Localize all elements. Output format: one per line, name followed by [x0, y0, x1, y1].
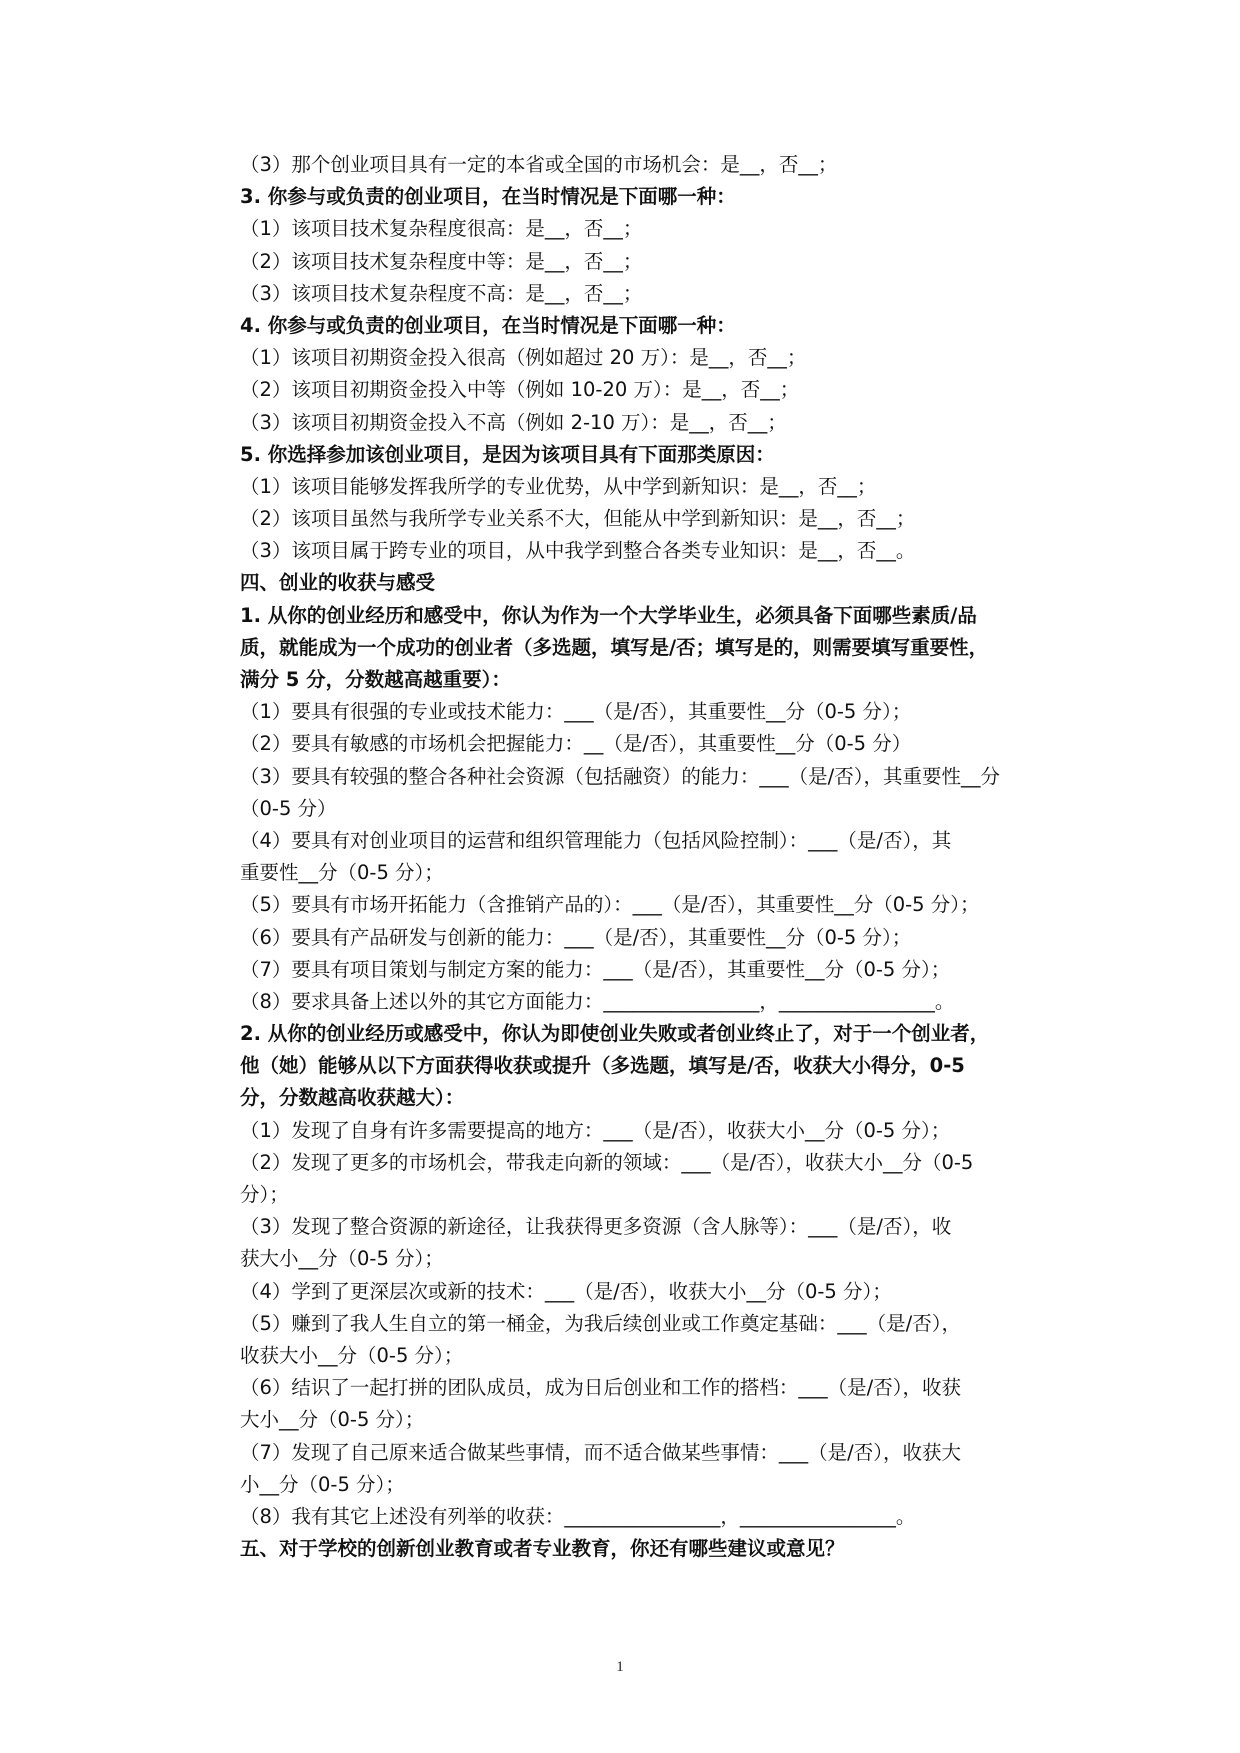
text-line: （3）那个创业项目具有一定的本省或全国的市场机会：是__，否__； [240, 153, 838, 176]
page-number: 1 [616, 1659, 624, 1675]
text-line: （3）该项目技术复杂程度不高：是__，否__； [240, 281, 643, 305]
document-body [240, 149, 1060, 1565]
question-heading-line: 分，分数越高收获越大）： [240, 1086, 465, 1110]
text-line: （6）结识了一起打拼的团队成员，成为日后创业和工作的搭档：___（是/否），收获 [240, 1376, 961, 1400]
text-line: 重要性__分（0-5 分）； [240, 861, 444, 885]
text-line: （4）学到了更深层次或新的技术：___（是/否），收获大小__分（0-5 分）； [240, 1279, 892, 1303]
text-line: （8）我有其它上述没有列举的收获：________________，________________。 [240, 1504, 916, 1528]
text-line: （2）该项目虽然与我所学专业关系不大，但能从中学到新知识：是__，否__； [240, 507, 916, 531]
text-line: （1）该项目技术复杂程度很高：是__，否__； [240, 217, 643, 241]
text-line: （5）要具有市场开拓能力（含推销产品的）：___（是/否），其重要性__分（0-5 分）； [240, 893, 980, 917]
text-line: （8）要求具备上述以外的其它方面能力：________________，________________。 [240, 989, 955, 1013]
text-line: （3）该项目属于跨专业的项目，从中我学到整合各类专业知识：是__，否__。 [240, 539, 916, 563]
text-line: （7）发现了自己原来适合做某些事情，而不适合做某些事情：___（是/否），收获大 [240, 1440, 961, 1464]
text-line: （3）该项目初期资金投入不高（例如 2-10 万）：是__，否__； [240, 410, 787, 434]
question-heading-line: 质，就能成为一个成功的创业者（多选题，填写是/否；填写是的，则需要填写重要性， [240, 635, 989, 659]
question-heading-line: 他（她）能够从以下方面获得收获或提升（多选题，填写是/否，收获大小得分，0-5 [240, 1054, 965, 1078]
text-line: （4）要具有对创业项目的运营和组织管理能力（包括风险控制）：___（是/否），其 [240, 828, 952, 852]
text-line: （0-5 分） [240, 796, 337, 820]
question-heading-line: 4. 你参与或负责的创业项目，在当时情况是下面哪一种： [240, 313, 736, 337]
text-line: （2）发现了更多的市场机会，带我走向新的领域：___（是/否），收获大小__分（0-5 [240, 1150, 974, 1174]
text-line: （3）发现了整合资源的新途径，让我获得更多资源（含人脉等）：___（是/否），收 [240, 1215, 952, 1239]
question-heading-line: 3. 你参与或负责的创业项目，在当时情况是下面哪一种： [240, 185, 736, 209]
text-line: 收获大小__分（0-5 分）； [240, 1343, 464, 1367]
text-line: （1）该项目能够发挥我所学的专业优势，从中学到新知识：是__，否__； [240, 474, 877, 498]
text-line: （2）该项目初期资金投入中等（例如 10-20 万）：是__，否__； [240, 378, 800, 402]
text-line: 小__分（0-5 分）； [240, 1472, 405, 1496]
text-line: 大小__分（0-5 分）； [240, 1408, 425, 1432]
text-line: （7）要具有项目策划与制定方案的能力：___（是/否），其重要性__分（0-5 分）； [240, 957, 951, 981]
question-heading-line: 1. 从你的创业经历和感受中，你认为作为一个大学毕业生，必须具备下面哪些素质/品 [240, 603, 977, 627]
text-line: （1）发现了自身有许多需要提高的地方：___（是/否），收获大小__分（0-5 分）； [240, 1118, 951, 1142]
question-heading-line: 5. 你选择参加该创业项目，是因为该项目具有下面那类原因： [240, 442, 775, 466]
question-heading-line: 五、对于学校的创新创业教育或者专业教育，你还有哪些建议或意见？ [240, 1537, 845, 1561]
text-line: 获大小__分（0-5 分）； [240, 1247, 444, 1271]
text-line: （3）要具有较强的整合各种社会资源（包括融资）的能力：___（是/否），其重要性__分 [240, 764, 1000, 788]
text-line: （1）该项目初期资金投入很高（例如超过 20 万）：是__，否__； [240, 346, 807, 370]
text-line: （2）该项目技术复杂程度中等：是__，否__； [240, 249, 643, 273]
text-line: 分）； [240, 1183, 289, 1206]
text-line: （6）要具有产品研发与创新的能力：___（是/否），其重要性__分（0-5 分）； [240, 925, 912, 949]
question-heading-line: 2. 从你的创业经历或感受中，你认为即使创业失败或者创业终止了，对于一个创业者， [240, 1022, 990, 1046]
text-line: （1）要具有很强的专业或技术能力：___（是/否），其重要性__分（0-5 分）； [240, 700, 912, 724]
question-heading-line: 满分 5 分，分数越高越重要）： [240, 668, 511, 691]
text-line: （5）赚到了我人生自立的第一桶金，为我后续创业或工作奠定基础：___（是/否）， [240, 1311, 961, 1335]
text-line: （2）要具有敏感的市场机会把握能力：__（是/否），其重要性__分（0-5 分） [240, 732, 912, 756]
question-heading-line: 四、创业的收获与感受 [240, 571, 436, 595]
